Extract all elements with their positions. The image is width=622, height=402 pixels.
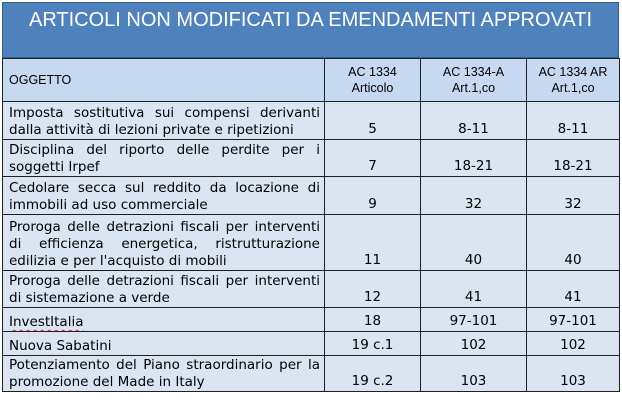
- row-ac1334ar: 40: [527, 215, 620, 271]
- row-object: Nuova Sabatini: [3, 332, 325, 356]
- articles-table: [2, 58, 620, 392]
- row-ac1334ar: 8-11: [527, 102, 620, 140]
- row-ac1334ar: 18-21: [527, 140, 620, 177]
- row-object: InvestItalia: [9, 314, 84, 330]
- row-ac1334: 7: [325, 140, 421, 177]
- table-row: [3, 271, 620, 308]
- row-ac1334: 19 c.1: [325, 332, 421, 356]
- row-ac1334ar: 102: [527, 332, 620, 356]
- row-ac1334: 19 c.2: [325, 356, 421, 392]
- row-ac1334a: 40: [421, 215, 527, 271]
- row-ac1334ar: 41: [527, 271, 620, 308]
- header-object: OGGETTO: [3, 59, 325, 102]
- row-ac1334ar: 97-101: [527, 308, 620, 332]
- row-object: Disciplina del riporto delle perdite per i soggetti Irpef: [3, 140, 325, 177]
- row-object: Imposta sostitutiva sui compensi derivanti dalla attività di lezioni private e ripetizioni: [3, 102, 325, 140]
- row-ac1334a: 97-101: [421, 308, 527, 332]
- table-row: [3, 140, 620, 177]
- table-row: [3, 308, 620, 332]
- table-row: [3, 102, 620, 140]
- header-ac1334: [325, 59, 421, 102]
- row-ac1334: 9: [325, 177, 421, 215]
- row-ac1334a: 102: [421, 332, 527, 356]
- table-row: [3, 356, 620, 392]
- row-ac1334: 12: [325, 271, 421, 308]
- header-ac1334-line2: Articolo: [351, 81, 394, 95]
- table-row: [3, 177, 620, 215]
- row-ac1334a: 103: [421, 356, 527, 392]
- row-ac1334ar: 32: [527, 177, 620, 215]
- row-ac1334a: 18-21: [421, 140, 527, 177]
- header-ac1334-line1: AC 1334: [348, 65, 397, 79]
- row-ac1334: 18: [325, 308, 421, 332]
- table-row: [3, 332, 620, 356]
- row-object: Proroga delle detrazioni fiscali per interventi di sistemazione a verde: [3, 271, 325, 308]
- row-object: Proroga delle detrazioni fiscali per interventi di efficienza energetica, ristrutturazione edilizia e per l'acquisto di mobili: [3, 215, 325, 271]
- row-object: Cedolare secca sul reddito da locazione di immobili ad uso commerciale: [3, 177, 325, 215]
- row-ac1334: 11: [325, 215, 421, 271]
- row-ac1334a: 8-11: [421, 102, 527, 140]
- row-ac1334a: 32: [421, 177, 527, 215]
- table-title: ARTICOLI NON MODIFICATI DA EMENDAMENTI APPROVATI: [2, 2, 619, 58]
- header-ac1334a-line2: Art.1,co: [451, 81, 496, 95]
- header-ac1334a-line1: AC 1334-A: [442, 65, 505, 79]
- header-ac1334ar-line2: Art.1,co: [551, 81, 595, 95]
- header-ac1334ar: [527, 59, 620, 102]
- table-row: [3, 215, 620, 271]
- row-ac1334a: 41: [421, 271, 527, 308]
- header-ac1334ar-line1: AC 1334 AR: [538, 65, 608, 79]
- row-ac1334: 5: [325, 102, 421, 140]
- articles-table-panel: [2, 2, 619, 399]
- row-ac1334ar: 103: [527, 356, 620, 392]
- header-ac1334a: [421, 59, 527, 102]
- header-row: [3, 59, 620, 102]
- row-object: Potenziamento del Piano straordinario per la promozione del Made in Italy: [3, 356, 325, 392]
